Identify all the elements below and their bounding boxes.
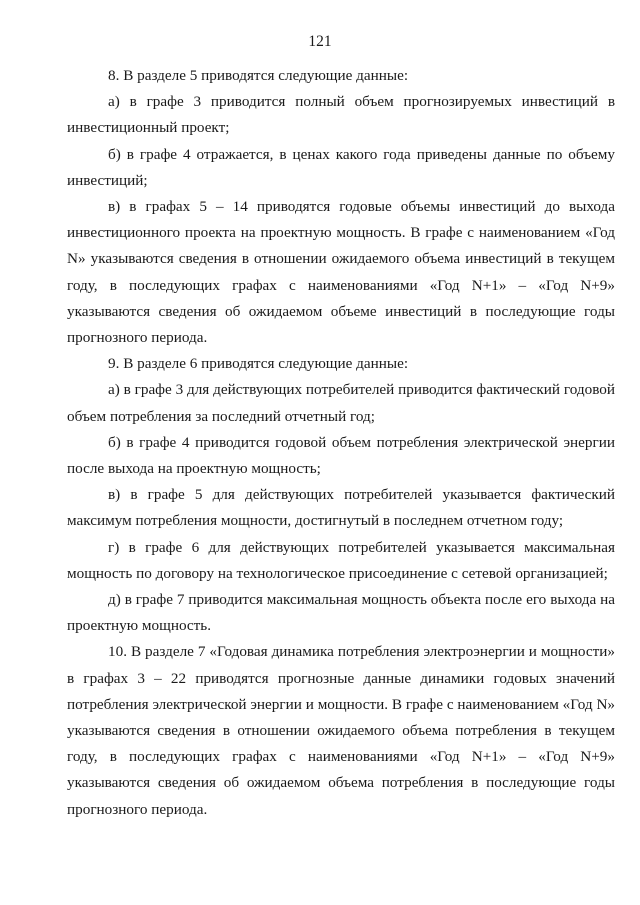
paragraph-section-8-b: б) в графе 4 отражается, в ценах какого года приведены данные по объему инвестиций; (67, 145, 615, 189)
page-number: 121 (308, 33, 332, 50)
paragraph-section-8-heading: 8. В разделе 5 приводятся следующие данные: (108, 67, 409, 84)
paragraph-section-9-heading: 9. В разделе 6 приводятся следующие данные: (108, 355, 409, 373)
document-body (67, 63, 615, 823)
paragraph-section-9-e: д) в графе 7 приводится максимальная мощность объекта после его выхода на проектную мощность. (67, 591, 615, 635)
paragraph-section-9-a: а) в графе 3 для действующих потребителей приводится фактический годовой объем потребления за последний отчетный год; (67, 381, 615, 425)
paragraph-section-8-a: а) в графе 3 приводится полный объем прогнозируемых инвестиций в инвестиционный проект; (67, 93, 615, 137)
paragraph-section-9-c: в) в графе 5 для действующих потребителей указывается фактический максимум потребления мощности, достигнутый в последнем отчетном году; (67, 486, 615, 530)
paragraph-section-9-b: б) в графе 4 приводится годовой объем потребления электрической энергии после выхода на проектную мощность; (67, 433, 615, 478)
paragraph-section-9-d: г) в графе 6 для действующих потребителей указывается максимальная мощность по договору на технологическое присоединение с сетевой организацией; (67, 538, 615, 582)
paragraph-section-10: 10. В разделе 7 «Годовая динамика потребления электроэнергии и мощности» в графах 3 – 22 приводятся прогнозные данные динамики годовых значений потребления электрической энергии и мощности. В графе с наименованием «Год N» указываются сведения в отношении ожидаемого объема потребления в текущем году, в последующих графах с наименованиями «Год N+1» – «Год N+9» указываются сведения об ожидаемом объема потребления в последующие годы прогнозного периода. (67, 643, 615, 818)
paragraph-section-8-c: в) в графах 5 – 14 приводятся годовые объемы инвестиций до выхода инвестиционного проекта на проектную мощность. В графе с наименованием «Год N» указываются сведения в отношении ожидаемого объема инвестиций в текущем году, в последующих графах с наименованиями «Год N+1» – «Год N+9» указываются сведения об ожидаемом объеме инвестиций в последующие годы прогнозного периода. (67, 198, 615, 347)
